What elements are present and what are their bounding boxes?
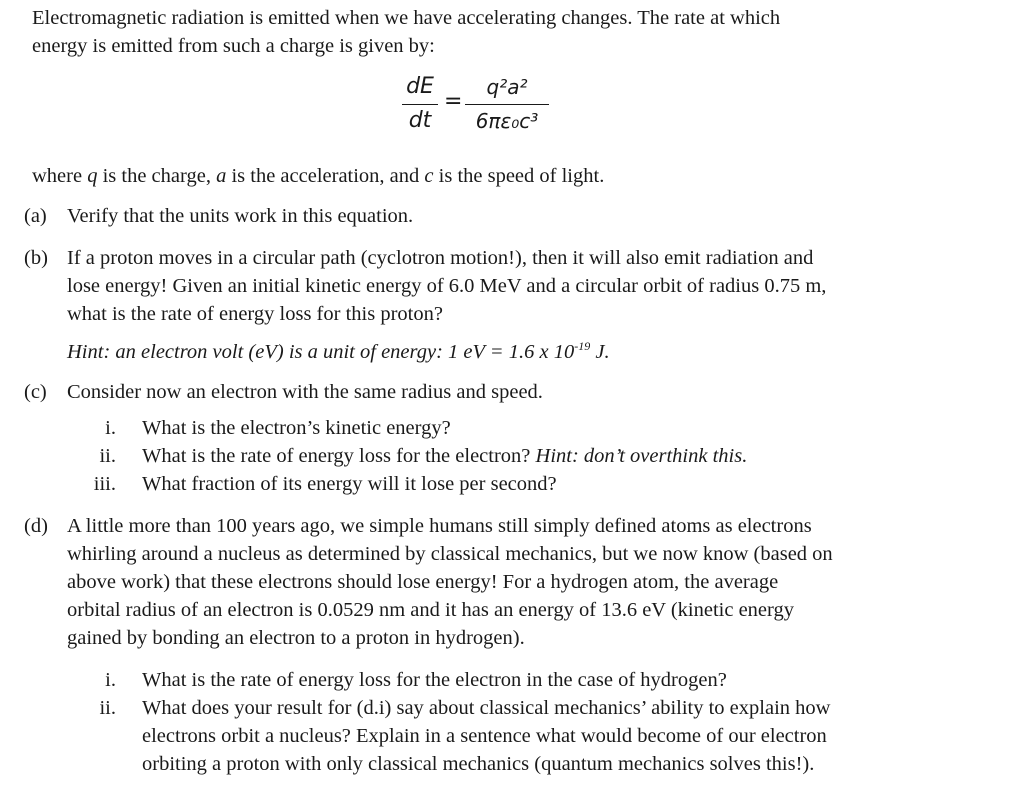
where-text-4: is the speed of light. [433,165,605,187]
item-number: ii. [99,697,116,719]
lhs-denominator: dt [408,108,432,133]
item-text: What is the electron’s kinetic energy? [142,417,451,439]
part-c-label: (c) [24,381,47,403]
part-c-item-i [105,414,1012,442]
part-a-text: Verify that the units work in this equation. [67,205,414,227]
part-a-label: (a) [24,205,47,227]
var-c: c [424,165,434,187]
equals-sign: = [444,89,463,114]
part-c-item-iii [93,470,1012,498]
part-d-line-2: whirling around a nucleus as determined by classical mechanics, but we now know (based on [67,543,833,565]
part-c-subquestions [32,414,1012,498]
part-b-label: (b) [24,247,48,269]
item-number: i. [105,417,116,439]
rhs-numerator: q²a² [486,75,528,99]
part-d-text [67,512,1012,652]
item-text-line-3: orbiting a proton with only classical mechanics (quantum mechanics solves this!). [142,753,815,775]
intro-line-2: energy is emitted from such a charge is given by: [32,35,435,57]
part-c [24,378,1012,406]
hint-unit: J. [590,341,610,363]
hint-exponent: -19 [574,339,591,354]
part-d [24,512,1012,652]
rhs-fraction-bar [465,104,549,105]
part-b-line-3: what is the rate of energy loss for this proton? [67,303,443,325]
part-b-line-2: lose energy! Given an initial kinetic energy of 6.0 MeV and a circular orbit of radius 0.75 m, [67,275,827,297]
part-b-line-1: If a proton moves in a circular path (cyclotron motion!), then it will also emit radiation and [67,247,814,269]
part-d-subquestions [32,666,1012,778]
part-d-label: (d) [24,515,48,537]
lhs-numerator: dE [406,74,434,99]
part-b-text [67,244,1012,328]
where-text-3: is the acceleration, and [226,165,425,187]
item-number: i. [105,669,116,691]
part-d-item-ii [99,694,1012,778]
hint-text: Hint: an electron volt (eV) is a unit of energy: 1 eV = 1.6 x 10 [67,341,575,363]
item-text: What is the rate of energy loss for the electron? [142,445,536,467]
part-d-item-i [105,666,1012,694]
item-text: What is the rate of energy loss for the electron in the case of hydrogen? [142,669,727,691]
intro-line-1: Electromagnetic radiation is emitted when we have accelerating changes. The rate at which [32,7,781,29]
intro-paragraph [32,4,1012,60]
part-c-text: Consider now an electron with the same radius and speed. [67,381,543,403]
item-text-line-2: electrons orbit a nucleus? Explain in a sentence what would become of our electron [142,725,827,747]
item-number: ii. [99,445,116,467]
variable-definitions [32,162,1012,190]
problem-document [24,2,1012,778]
part-b-hint [67,338,1012,366]
where-text-2: is the charge, [97,165,217,187]
part-d-line-1: A little more than 100 years ago, we simple humans still simply defined atoms as electrons [67,515,812,537]
part-a [24,202,1012,230]
item-number: iii. [93,473,116,495]
var-q: q [87,165,98,187]
part-b [24,244,1012,366]
part-d-line-3: above work) that these electrons should lose energy! For a hydrogen atom, the average [67,571,779,593]
item-hint: Hint: don’t overthink this. [535,445,748,467]
rhs-fraction [465,74,549,134]
item-text: What fraction of its energy will it lose per second? [142,473,557,495]
part-d-line-4: orbital radius of an electron is 0.0529 nm and it has an energy of 13.6 eV (kinetic energy [67,599,794,621]
item-text-line-1: What does your result for (d.i) say about classical mechanics’ ability to explain how [142,697,831,719]
lhs-fraction [402,74,438,134]
where-text-1: where [32,165,88,187]
lhs-fraction-bar [402,104,438,105]
larmor-equation [32,66,1012,158]
part-d-line-5: gained by bonding an electron to a proton in hydrogen). [67,627,525,649]
rhs-denominator: 6πε₀c³ [475,109,539,133]
part-c-item-ii [99,442,1012,470]
var-a: a [216,165,227,187]
